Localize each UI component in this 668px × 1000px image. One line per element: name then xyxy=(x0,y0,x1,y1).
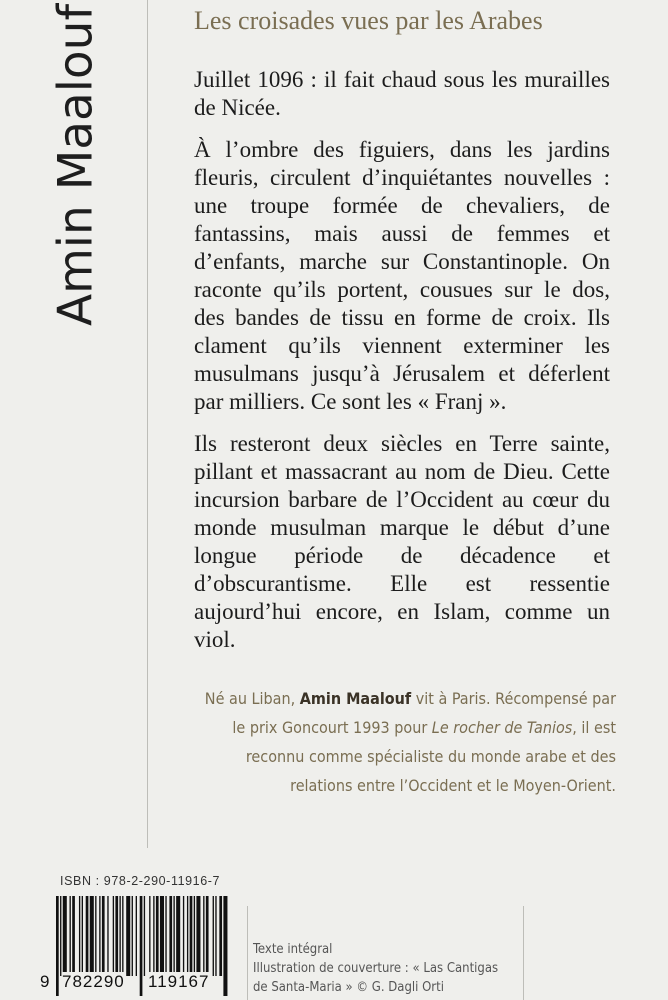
barcode-bar xyxy=(219,896,222,976)
barcode-bar xyxy=(60,896,61,976)
barcode-bar xyxy=(70,896,71,976)
barcode-bar xyxy=(194,896,195,976)
blurb-paragraph-2: À l’ombre des figuiers, dans les jardins fleuris, circulent d’inquiétantes nouvelles : une troupe formée de chevaliers, de fantassins, mais aussi de femmes et d’enfants, marche sur Constantinople. On raconte qu’ils portent, cousues sur le dos, des bandes de tissu en forme de croix. Ils clament qu’ils viennent exterminer les musulmans jusqu’à Jérusalem et déferlent par milliers. Ce sont les « Franj ». xyxy=(194,137,610,414)
barcode xyxy=(40,896,232,1000)
barcode-bar xyxy=(86,896,89,976)
barcode-bar xyxy=(160,896,164,976)
barcode-bar xyxy=(169,896,172,976)
barcode-right-group: 119167 xyxy=(148,972,210,991)
barcode-bar xyxy=(215,896,216,976)
credits-line-3: de Santa-Maria » © G. Dagli Orti xyxy=(253,980,444,995)
barcode-bar xyxy=(107,896,108,976)
author-bio xyxy=(194,684,616,800)
barcode-bar xyxy=(115,896,118,976)
barcode-bar xyxy=(153,896,154,976)
barcode-bar xyxy=(132,896,133,976)
book-title: Les croisades vues par les Arabes xyxy=(194,6,543,35)
barcode-left-group: 782290 xyxy=(62,972,125,991)
barcode-bar xyxy=(90,896,94,976)
barcode-bar xyxy=(187,896,188,976)
isbn-label: ISBN : 978-2-290-11916-7 xyxy=(60,874,221,888)
barcode-bar xyxy=(56,896,59,996)
blurb xyxy=(194,66,610,668)
blurb-paragraph-3: Ils resteront deux siècles en Terre sainte, pillant et massacrant au nom de Dieu. Cette incursion barbare de l’Occident au cœur du monde musulman marque le début d’une longue période de décadence et d’obscurantisme. Elle est ressentie aujourd’hui encore, en Islam, comme un viol. xyxy=(194,431,610,652)
barcode-bar xyxy=(63,896,67,976)
barcode-bar xyxy=(126,896,130,976)
author-name: Amin Maalouf xyxy=(48,3,104,327)
bio-book-title: Le rocher de Tanios xyxy=(431,718,573,737)
barcode-bar xyxy=(213,896,214,976)
author-spine xyxy=(0,0,145,330)
barcode-bar xyxy=(122,896,123,976)
bio-prefix: Né au Liban, xyxy=(204,689,300,708)
barcode-bar xyxy=(119,896,120,976)
barcode-bar xyxy=(190,896,193,976)
credits-divider-left xyxy=(247,906,248,1000)
barcode-bar xyxy=(79,896,80,976)
barcode-bar xyxy=(95,896,96,976)
barcode-bar xyxy=(72,896,75,976)
bio-author-name: Amin Maalouf xyxy=(299,689,412,708)
barcode-bar xyxy=(136,896,137,976)
barcode-bar xyxy=(144,896,145,976)
barcode-bar xyxy=(165,896,166,976)
credits xyxy=(253,940,523,997)
bio-suffix: , il est reconnu comme spécialiste du monde arabe et des relations entre l’Occident et le Moyen-Orient. xyxy=(245,718,616,795)
blurb-paragraph-1: Juillet 1096 : il fait chaud sous les murailles de Nicée. xyxy=(194,67,610,120)
vertical-divider xyxy=(147,0,148,848)
barcode-bar xyxy=(99,896,100,976)
barcode-bar xyxy=(196,896,200,976)
barcode-bar xyxy=(183,896,184,976)
barcode-first-digit: 9 xyxy=(40,972,51,991)
barcode-bar xyxy=(156,896,159,976)
barcode-bar xyxy=(206,896,209,976)
barcode-bar xyxy=(149,896,150,976)
credits-line-2: Illustration de couverture : « Las Cantigas xyxy=(253,961,499,976)
barcode-bar xyxy=(113,896,114,976)
barcode-bar xyxy=(223,896,227,996)
barcode-bar xyxy=(102,896,105,976)
barcode-bar xyxy=(173,896,174,976)
bio-middle: vit à Paris. Récompensé par le prix Goncourt 1993 pour xyxy=(232,689,616,737)
barcode-bar xyxy=(82,896,83,976)
credits-divider-right xyxy=(523,906,524,1000)
barcode-bar xyxy=(176,896,180,976)
barcode-bar xyxy=(140,896,143,996)
barcode-bar xyxy=(203,896,204,976)
credits-line-1: Texte intégral xyxy=(253,942,333,957)
